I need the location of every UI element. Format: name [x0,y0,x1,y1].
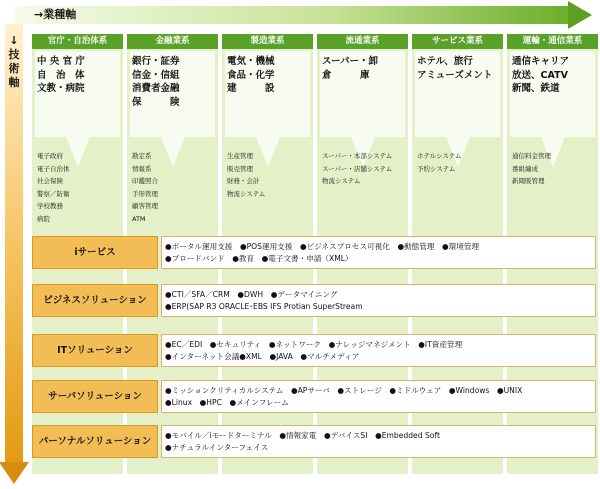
technology-row [32,284,596,317]
industry-detail-list [417,150,501,175]
industry-detail-item: 新聞販管理 [512,177,545,185]
technology-row [32,236,596,269]
technology-row-items [161,236,596,269]
technology-item-line: ●CTI／SFA／CRM ●DWH ●データマイニング [165,290,338,299]
technology-axis-arrowhead [0,462,29,484]
technology-row-label: サーバソリューション [32,380,158,413]
industry-detail-item: 通信料金管理 [512,152,551,160]
industry-detail-item: 社会保険 [37,177,63,185]
technology-axis-label: ↓技術軸 [8,34,20,89]
technology-row-items [161,284,596,317]
industry-column-header: 官庁・自治体系 [32,34,123,49]
industry-detail-item: 警察／防衛 [37,189,70,198]
technology-item-line: ●ミッションクリティカルシステム ●APサーバ ●ストレージ ●ミドルウェア ●Windows ●UNIX [165,386,523,395]
industry-detail-item: 学校教務 [37,202,63,210]
industry-detail-item: 予約システム [417,164,456,173]
industry-detail-item: 財務・会計 [227,177,260,185]
industry-detail-item: 電子自治体 [37,164,70,173]
technology-row-items [161,380,596,413]
industry-main-line: 保 険 [132,96,180,108]
industry-main-line: 通信キャリア [512,56,570,67]
technology-item-line: ●ポータル運用支援 ●POS運用支援 ●ビジネスプロセス可視化 ●動態管理 ●環境管理 [165,242,480,251]
industry-main-line: 文教・病院 [37,83,85,94]
industry-detail-item: 勘定系 [132,152,152,160]
industry-main-line: 中 央 官 庁 [37,56,85,67]
industry-detail-list [37,150,121,225]
industry-detail-item: 印鑑照合 [132,177,158,185]
industry-detail-item: 物流システム [322,177,361,185]
industry-detail-item: 電子政府 [37,152,63,160]
technology-row-label: ITソリューション [32,334,158,367]
technology-row [32,425,596,458]
industry-detail-item: 生産管理 [227,152,253,160]
industry-main-line: 自 治 体 [37,69,85,81]
industry-column-header: 流通業系 [317,34,408,49]
industry-main-line: スーパー・卸 [322,56,379,67]
technology-item-line: ●ナチュラルインターフェイス [165,443,269,452]
industry-main-line: 信金・信組 [132,69,180,81]
technology-row [32,334,596,367]
industry-main-box [510,51,595,137]
industry-main-line: 銀行・証券 [132,56,180,67]
industry-main-box [130,51,215,137]
industry-detail-item: 顧客管理 [132,202,158,210]
technology-row-items [161,425,596,458]
industry-column-header: 製造業系 [222,34,313,49]
technology-item-line: ●EC／EDI ●セキュリティ ●ネットワーク ●ナレッジマネジメント ●IT資産管理 [165,340,463,349]
industry-main-line: ホテル、旅行 [417,56,473,67]
technology-row-items [161,334,596,367]
industry-main-line: 放送、CATV [512,69,568,81]
technology-item-line: ●ERP(SAP R3 ORACLE･EBS IFS Protian SuperStream [165,302,363,311]
industry-column-header: 金融業系 [127,34,218,49]
technology-row [32,380,596,413]
industry-detail-item: ATM [132,214,146,223]
technology-item-line: ●ブロードバンド ●教育 ●電子文書・申請（XML） [165,254,353,263]
industry-axis-arrowhead [568,1,592,29]
industry-detail-item: 物流システム [227,189,266,198]
industry-column-header: サービス業系 [412,34,503,49]
industry-main-line: 消費者金融 [132,83,180,94]
technology-axis-bar [5,24,23,464]
technology-row-label: パーソナルソリューション [32,425,158,458]
industry-detail-list [322,150,406,188]
industry-axis-label: →業種軸 [34,8,77,21]
industry-main-line: 建 設 [227,83,275,94]
industry-detail-item: スーパー・本部システム [322,152,393,160]
industry-main-line: アミューズメント [417,69,493,81]
industry-detail-list [227,150,311,200]
industry-detail-item: スーパー・店舗システム [322,164,393,173]
industry-detail-list [512,150,596,188]
technology-row-label: iサービス [32,236,158,269]
industry-main-box [225,51,310,137]
industry-detail-item: 情報系 [132,164,152,173]
industry-main-line: 倉 庫 [322,69,370,81]
industry-detail-item: ホテルシステム [417,152,462,160]
industry-main-box [35,51,120,137]
industry-detail-item: 病院 [37,214,50,223]
technology-item-line: ●Linux ●HPC ●メインフレーム [165,398,289,407]
industry-column-header: 運輸・通信業系 [507,34,598,49]
industry-main-line: 電気・機械 [227,56,275,67]
industry-detail-item: 番組編成 [512,164,538,173]
technology-item-line: ●モバイル／iモードターミナル ●情報家電 ●デバイスSI ●Embedded Soft [165,431,440,440]
industry-main-line: 新聞、鉄道 [512,83,560,94]
industry-main-line: 食品・化学 [227,69,275,81]
industry-main-box [415,51,500,137]
industry-main-box [320,51,405,137]
technology-row-label: ビジネスソリューション [32,284,158,317]
industry-axis-bar [14,6,570,24]
technology-item-line: ●インターネット会議●XML ●JAVA ●マルチメディア [165,352,360,361]
industry-detail-list [132,150,216,225]
industry-detail-item: 手形管理 [132,189,158,198]
industry-detail-item: 販売管理 [227,164,253,173]
